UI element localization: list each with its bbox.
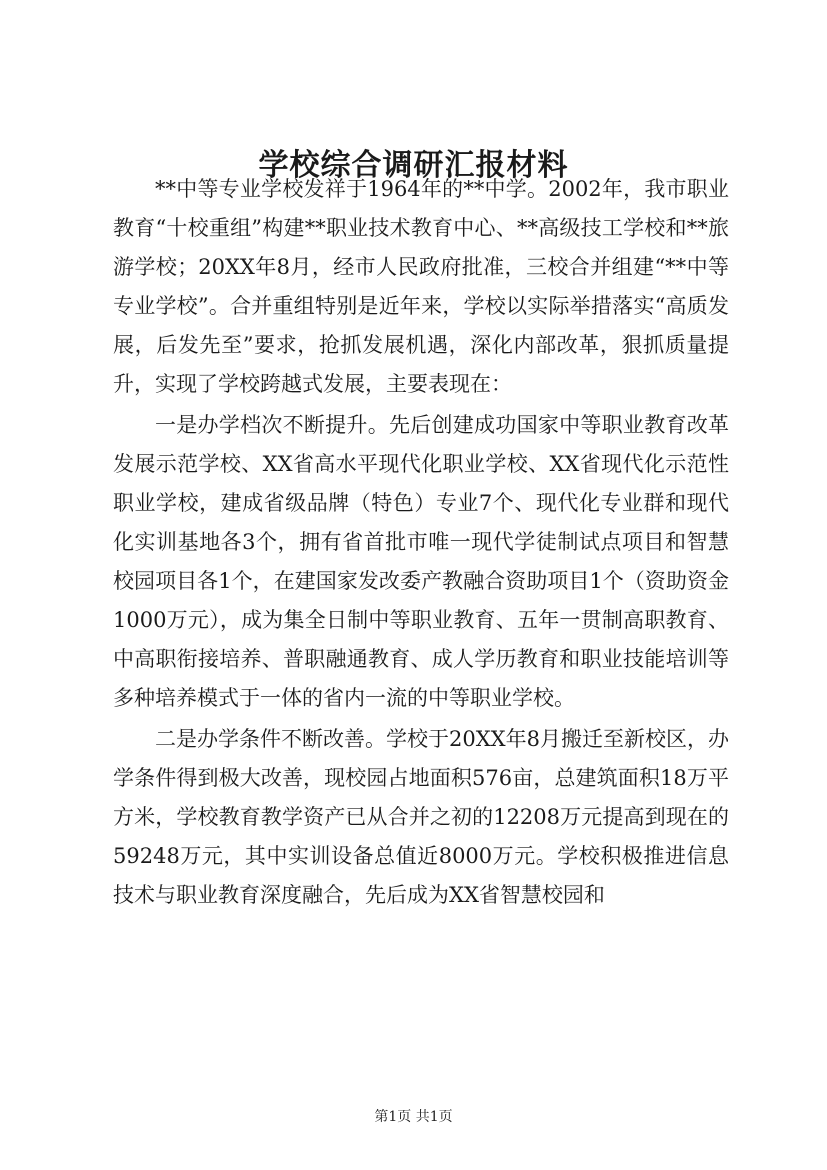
paragraph-point-one: 一是办学档次不断提升。先后创建成功国家中等职业教育改革发展示范学校、XX省高水平现代化职业学校、XX省现代化示范性职业学校，建成省级品牌（特色）专业7个、现代化专业群和现代化实训基地各3个，拥有省首批市唯一现代学徒制试点项目和智慧校园项目各1个，在建国家发改委产教融合资助项目1个（资助资金1000万元），成为集全日制中等职业教育、五年一贯制高职教育、中高职衔接培养、普职融通教育、成人学历教育和职业技能培训等多种培养模式于一体的省内一流的中等职业学校。 (113, 413, 729, 710)
document-body (113, 170, 729, 915)
page-footer: 第1页 共1页 (374, 1109, 453, 1125)
document-title: 学校综合调研汇报材料 (258, 148, 569, 183)
paragraph-intro: **中等专业学校发祥于1964年的**中学。2002年，我市职业教育“十校重组”构建**职业技术教育中心、**高级技工学校和**旅游学校；20XX年8月，经市人民政府批准，三校合并组建“**中等专业学校”。合并重组特别是近年来，学校以实际举措落实“高质发展，后发先至”要求，抢抓发展机遇，深化内部改革，狠抓质量提升，实现了学校跨越式发展，主要表现在： (113, 177, 729, 396)
paragraph-point-two: 二是办学条件不断改善。学校于20XX年8月搬迁至新校区，办学条件得到极大改善，现校园占地面积576亩，总建筑面积18万平方米，学校教育教学资产已从合并之初的12208万元提高到现在的59248万元，其中实训设备总值近8000万元。学校积极推进信息技术与职业教育深度融合，先后成为XX省智慧校园和 (113, 727, 729, 907)
